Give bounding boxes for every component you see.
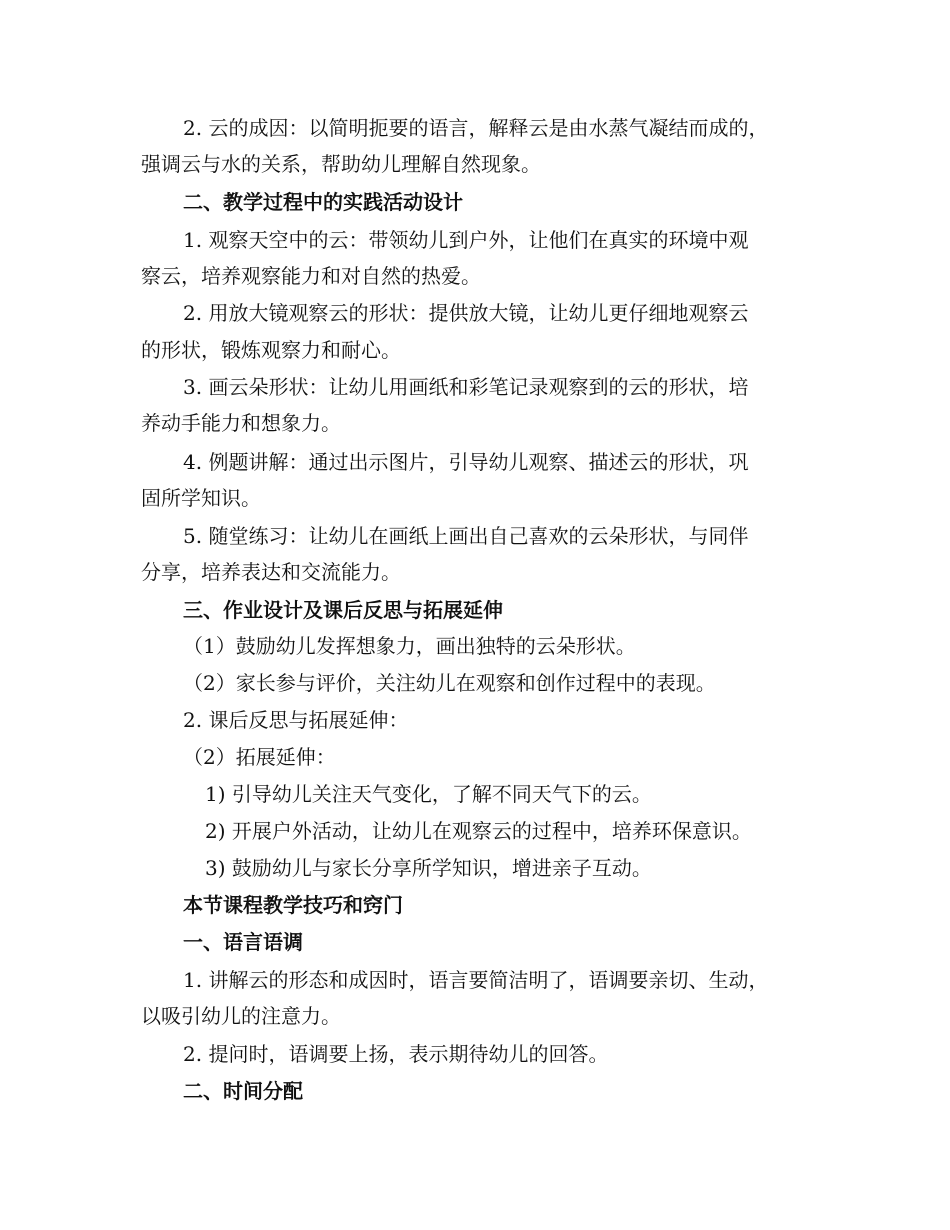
paragraph-line: 3. 画云朵形状：让幼儿用画纸和彩笔记录观察到的云的形状，培 (183, 375, 749, 399)
paragraph-line: 2) 开展户外活动，让幼儿在观察云的过程中，培养环保意识。 (205, 819, 752, 843)
paragraph-line: 3) 鼓励幼儿与家长分享所学知识，增进亲子互动。 (205, 856, 652, 880)
paragraph-line: 的形状，锻炼观察力和耐心。 (141, 338, 401, 362)
paragraph-line: 以吸引幼儿的注意力。 (141, 1004, 341, 1028)
paragraph-line: 1) 引导幼儿关注天气变化，了解不同天气下的云。 (205, 782, 652, 806)
paragraph-line: 养动手能力和想象力。 (141, 411, 341, 435)
paragraph-line: 察云，培养观察能力和对自然的热爱。 (141, 264, 481, 288)
paragraph-line: 4. 例题讲解：通过出示图片，引导幼儿观察、描述云的形状，巩 (183, 450, 749, 474)
paragraph-line: 1. 观察天空中的云：带领幼儿到户外，让他们在真实的环境中观 (183, 228, 749, 252)
paragraph-line: 2. 课后反思与拓展延伸： (183, 708, 409, 732)
paragraph-line: 1. 讲解云的形态和成因时，语言要简洁明了，语调要亲切、生动， (183, 968, 769, 992)
paragraph-line: （2）家长参与评价，关注幼儿在观察和创作过程中的表现。 (183, 671, 716, 695)
paragraph-line: 2. 提问时，语调要上扬，表示期待幼儿的回答。 (183, 1042, 609, 1066)
paragraph-line: 分享，培养表达和交流能力。 (141, 560, 401, 584)
section-heading: 二、时间分配 (183, 1079, 303, 1103)
paragraph-line: 2. 云的成因：以简明扼要的语言，解释云是由水蒸气凝结而成的， (183, 116, 769, 140)
section-heading: 本节课程教学技巧和窍门 (183, 893, 403, 917)
paragraph-line: 5. 随堂练习：让幼儿在画纸上画出自己喜欢的云朵形状，与同伴 (183, 524, 749, 548)
section-heading: 三、作业设计及课后反思与拓展延伸 (183, 598, 503, 622)
section-heading: 一、语言语调 (183, 930, 303, 954)
paragraph-line: （1）鼓励幼儿发挥想象力，画出独特的云朵形状。 (183, 634, 636, 658)
paragraph-line: 2. 用放大镜观察云的形状：提供放大镜，让幼儿更仔细地观察云 (183, 301, 749, 325)
section-heading: 二、教学过程中的实践活动设计 (183, 190, 463, 214)
paragraph-line: 固所学知识。 (141, 486, 261, 510)
paragraph-line: （2）拓展延伸： (183, 745, 336, 769)
paragraph-line: 强调云与水的关系，帮助幼儿理解自然现象。 (141, 152, 541, 176)
